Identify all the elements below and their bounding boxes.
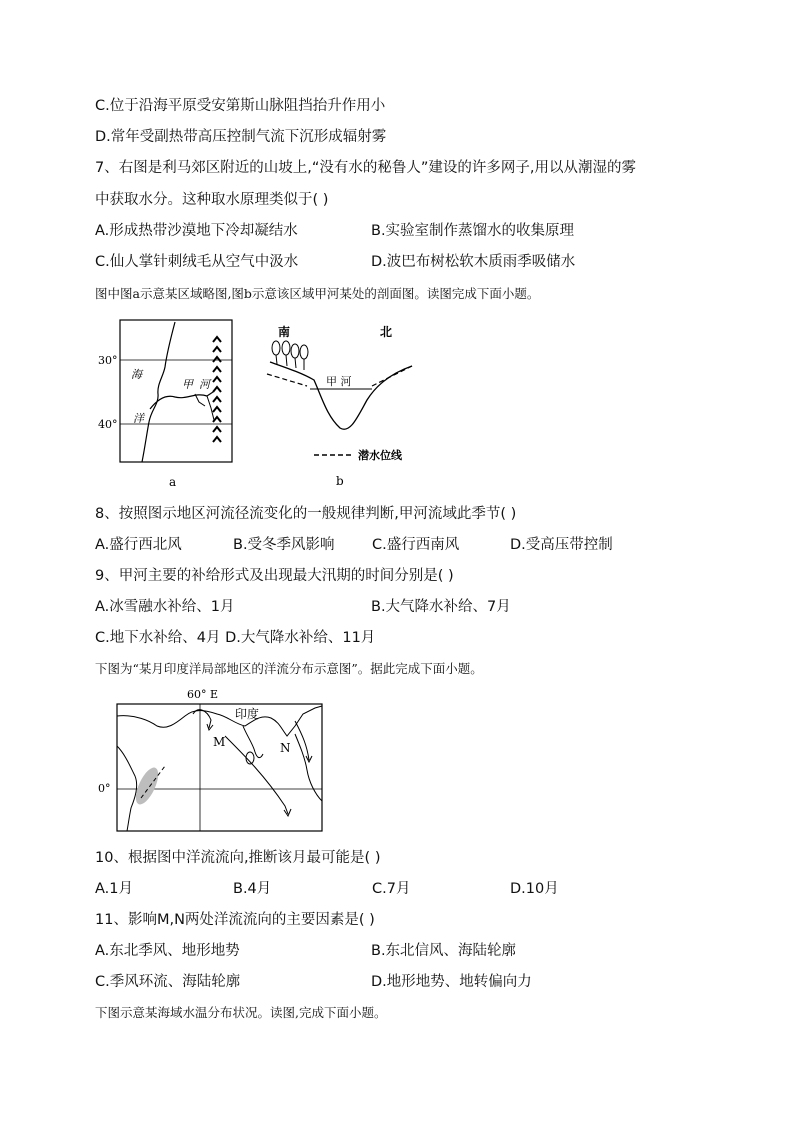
river-label-b: 甲 河 [326, 375, 352, 388]
q11-option-a: A.东北季风、地形地势 [95, 943, 240, 959]
q7-option-a: A.形成热带沙漠地下冷却凝结水 [95, 223, 298, 239]
legend-label: 潜水位线 [358, 449, 402, 462]
q9-stem: 9、甲河主要的补给形式及出现最大汛期的时间分别是( ) [95, 568, 454, 584]
q7-option-c: C.仙人掌针刺绒毛从空气中汲水 [95, 254, 299, 270]
q8-stem: 8、按照图示地区河流径流变化的一般规律判断,甲河流域此季节( ) [95, 506, 517, 522]
sea-label-1: 海 [131, 368, 142, 381]
q11-option-d: D.地形地势、地转偏向力 [371, 974, 532, 990]
label-n: N [280, 741, 291, 755]
q11-option-c: C.季风环流、海陆轮廓 [95, 974, 241, 990]
q11-option-b: B.东北信风、海陆轮廓 [371, 943, 517, 959]
coastline [142, 322, 175, 462]
q6-option-d: D.常年受副热带高压控制气流下沉形成辐射雾 [95, 129, 387, 145]
q8-option-b: B.受冬季风影响 [233, 537, 335, 553]
label-m: M [213, 735, 226, 749]
sea-label-2: 洋 [133, 412, 144, 425]
figure-indian-ocean-currents [95, 686, 330, 836]
river-label-he: 河 [199, 378, 210, 391]
river-jia [150, 392, 213, 409]
trees [272, 341, 308, 370]
q8-option-a: A.盛行西北风 [95, 537, 182, 553]
northern-coastline [117, 706, 322, 736]
q8-option-d: D.受高压带控制 [510, 537, 613, 553]
map-frame-c [117, 704, 322, 831]
figure-b-river-profile [262, 318, 422, 490]
intro-water-temperature: 下图示意某海域水温分布状况。读图,完成下面小题。 [95, 1005, 387, 1020]
riverbed-profile [270, 362, 412, 429]
q10-option-c: C.7月 [372, 881, 411, 897]
monsoon-current-m [225, 736, 288, 814]
q10-option-a: A.1月 [95, 881, 133, 897]
lon-60e-label: 60° E [187, 688, 219, 701]
mountain-range-symbols [213, 337, 221, 442]
figure-a-region-map [95, 312, 245, 492]
q11-stem: 11、影响M,N两处洋流流向的主要因素是( ) [95, 912, 375, 928]
lat-40-label: 40° [98, 418, 118, 431]
river-label-jia: 甲 [182, 378, 193, 391]
arabian-sea-current [193, 710, 211, 728]
river-tributary-2 [207, 396, 214, 420]
q7-option-d: D.波巴布树松软木质雨季吸储水 [371, 254, 576, 270]
india-label: 印度 [235, 707, 260, 721]
intro-fig-indian-ocean: 下图为“某月印度洋局部地区的洋流分布示意图”。据此完成下面小题。 [95, 661, 483, 676]
figure-b-caption: b [336, 474, 344, 488]
intro-fig-ab: 图中图a示意某区域略图,图b示意该区域甲河某处的剖面图。读图完成下面小题。 [95, 286, 540, 301]
north-label: 北 [380, 325, 393, 339]
q10-stem: 10、根据图中洋流流向,推断该月最可能是( ) [95, 850, 381, 866]
q7-option-b: B.实验室制作蒸馏水的收集原理 [371, 223, 575, 239]
bay-bengal-current-n [295, 721, 309, 760]
q9-option-a: A.冰雪融水补给、1月 [95, 599, 235, 615]
q9-option-cd: C.地下水补给、4月 D.大气降水补给、11月 [95, 630, 376, 646]
q7-stem-line2: 中获取水分。这种取水原理类似于( ) [95, 192, 329, 208]
q8-option-c: C.盛行西南风 [372, 537, 460, 553]
south-label: 南 [278, 325, 291, 339]
figure-a-caption: a [169, 475, 177, 489]
lat-30-label: 30° [98, 354, 118, 367]
q10-option-d: D.10月 [510, 881, 559, 897]
q7-stem-line1: 7、右图是利马郊区附近的山坡上,“没有水的秘鲁人”建设的许多网子,用以从潮湿的雾 [95, 160, 636, 176]
eastern-coastline [295, 734, 322, 801]
africa-coastline [117, 746, 137, 831]
india-peninsula [243, 726, 263, 758]
q9-option-b: B.大气降水补给、7月 [371, 599, 511, 615]
lat-0-label: 0° [98, 782, 111, 795]
q10-option-b: B.4月 [233, 881, 272, 897]
q6-option-c: C.位于沿海平原受安第斯山脉阻挡抬升作用小 [95, 98, 386, 114]
